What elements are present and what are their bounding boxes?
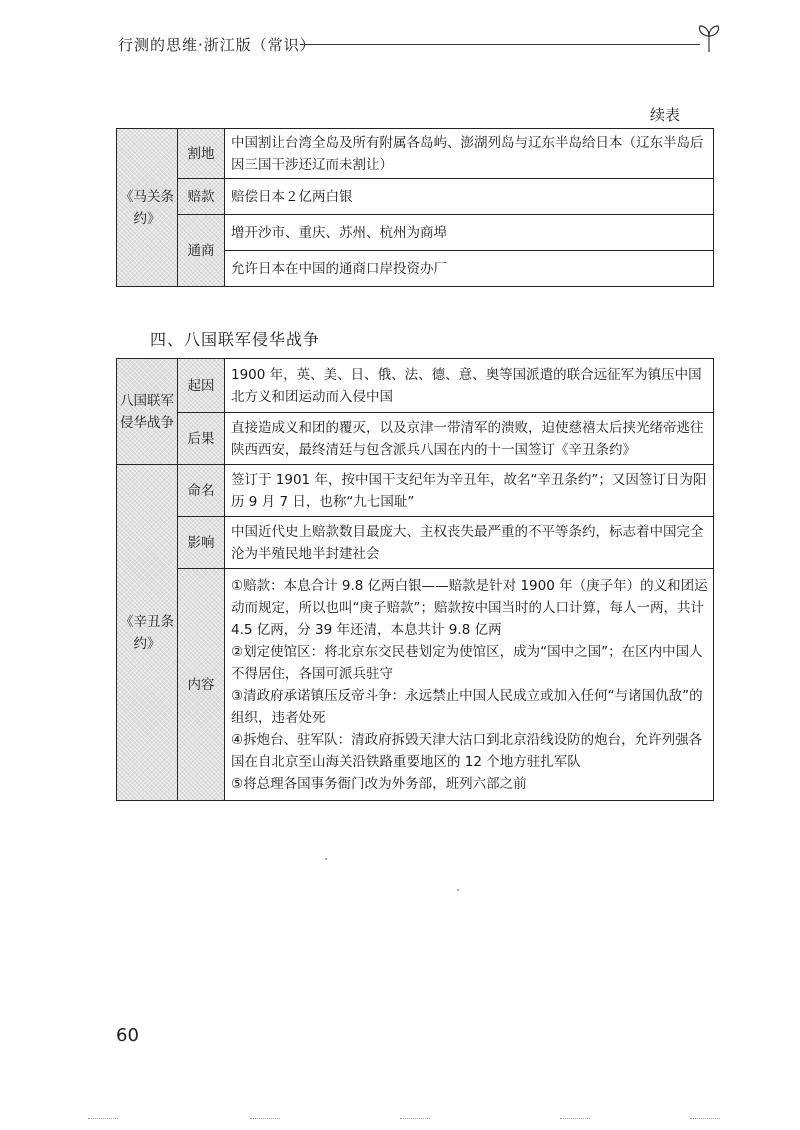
row-label: 内容 — [178, 569, 225, 801]
row-label: 命名 — [178, 465, 225, 517]
header-rule — [300, 44, 700, 45]
row-text: 赔偿日本２亿两白银 — [225, 179, 714, 215]
section-title: 四、八国联军侵华战争 — [150, 330, 321, 349]
content-item: ⑤将总理各国事务衙门改为外务部，班列六部之前 — [231, 775, 527, 792]
table-row — [117, 129, 714, 179]
table-row — [117, 465, 714, 517]
row-label: 通商 — [178, 215, 225, 287]
scan-speck — [325, 858, 327, 860]
content-item: ②划定使馆区：将北京东交民巷划定为使馆区，成为“国中之国”；在区内中国人不得居住，各国可派兵驻守 — [231, 643, 703, 682]
content-list — [225, 569, 714, 801]
scan-mark — [690, 1112, 720, 1119]
content-item: ①赔款：本息合计 9.8 亿两白银——赔款是针对 1900 年（庚子年）的义和团运动而规定，所以也叫“庚子赔款”；赔款按中国当时的人口计算，每人一两，共计 4.5 亿两，分 39 年还清，本息共计 9.8 亿两 — [231, 577, 708, 638]
table-row — [117, 359, 714, 413]
row-text: 允许日本在中国的通商口岸投资办厂 — [225, 251, 714, 287]
row-text: 增开沙市、重庆、苏州、杭州为商埠 — [225, 215, 714, 251]
group-cell-shimonoseki: 《马关条约》 — [117, 129, 178, 287]
scan-mark — [250, 1112, 280, 1119]
treaty-shimonoseki-table — [116, 128, 714, 287]
scan-mark — [88, 1112, 118, 1119]
header-title: 行测的思维·浙江版（常识） — [118, 36, 316, 54]
table-row — [117, 517, 714, 569]
group-cell-treaty: 《辛丑条约》 — [117, 465, 178, 801]
row-text: 中国近代史上赔款数目最庞大、主权丧失最严重的不平等条约，标志着中国完全沦为半殖民地半封建社会 — [225, 517, 714, 569]
row-text: 签订于 1901 年，按中国干支纪年为辛丑年，故名“辛丑条约”；又因签订日为阳历 9 月 7 日，也称“九七国耻” — [225, 465, 714, 517]
scan-mark — [400, 1112, 430, 1119]
content-item: ④拆炮台、驻军队：清政府拆毁天津大沽口到北京沿线设防的炮台，允许列强各国在自北京至山海关沿铁路重要地区的 12 个地方驻扎军队 — [231, 731, 703, 770]
row-label: 影响 — [178, 517, 225, 569]
boxer-war-table — [116, 358, 714, 801]
continued-label: 续表 — [650, 106, 681, 124]
running-header — [118, 34, 718, 58]
row-text: 直接造成义和团的覆灭，以及京津一带清军的溃败，迫使慈禧太后挟光绪帝逃往陕西西安，最终清廷与包含派兵八国在内的十一国签订《辛丑条约》 — [225, 413, 714, 465]
table-row — [117, 569, 714, 801]
row-text: 中国割让台湾全岛及所有附属各岛屿、澎湖列岛与辽东半岛给日本（辽东半岛后因三国干涉还辽而未割让） — [225, 129, 714, 179]
scan-mark — [560, 1112, 590, 1119]
content-item: ③清政府承诺镇压反帝斗争：永远禁止中国人民成立或加入任何“与诸国仇敌”的组织，违者处死 — [231, 687, 703, 726]
table-row — [117, 413, 714, 465]
table-row — [117, 215, 714, 251]
scan-speck — [457, 889, 459, 891]
row-text: 1900 年，英、美、日、俄、法、德、意、奥等国派遣的联合远征军为镇压中国北方义和团运动而入侵中国 — [225, 359, 714, 413]
row-label: 赔款 — [178, 179, 225, 215]
row-label: 起因 — [178, 359, 225, 413]
table-row — [117, 179, 714, 215]
sprout-icon — [692, 22, 726, 56]
row-label: 割地 — [178, 129, 225, 179]
row-label: 后果 — [178, 413, 225, 465]
page-number: 60 — [116, 1025, 139, 1046]
group-cell-war: 八国联军侵华战争 — [117, 359, 178, 465]
